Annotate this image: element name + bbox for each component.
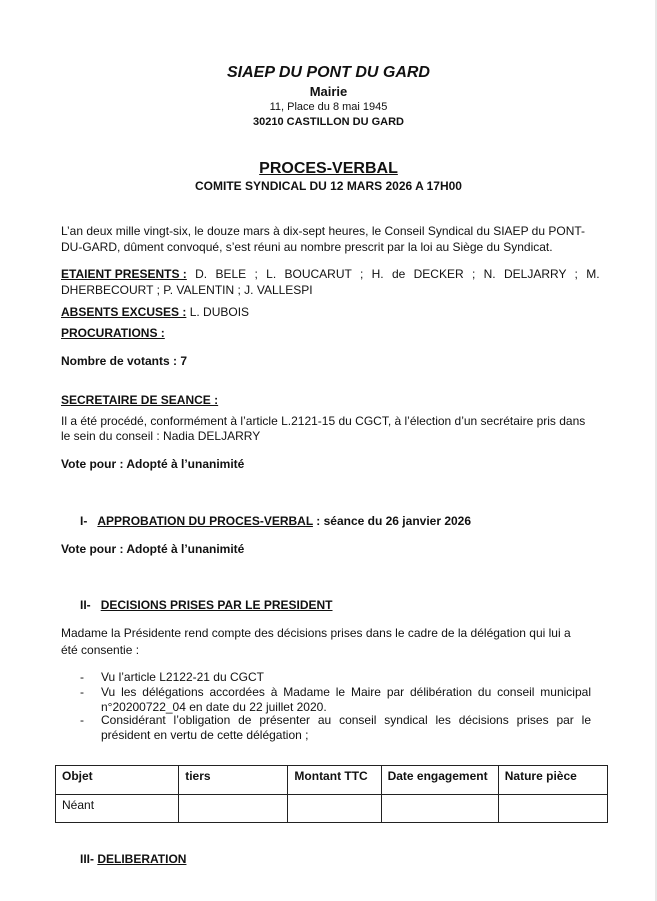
bullet-3-line-1: Considérant l’obligation de présenter au conseil syndical les décisions prises par le: [101, 713, 591, 727]
bullet-dash-2: -: [80, 685, 84, 699]
presents-names-2: DHERBECOURT ; P. VALENTIN ; J. VALLESPI: [61, 283, 313, 297]
votants-count: Nombre de votants : 7: [61, 354, 188, 368]
intro-line-1: L’an deux mille vingt-six, le douze mars à dix-sept heures, le Conseil Syndical du SIAEP du PONT-: [61, 224, 586, 238]
section-1-rest: : séance du 26 janvier 2026: [312, 514, 472, 528]
secretaire-line-2: le sein du conseil : Nadia DELJARRY: [61, 429, 261, 443]
presents-names-1: D. BELE ; L. BOUCARUT ; H. de DECKER ; N. DELJARRY ; M.: [186, 267, 600, 281]
section-1-title: APPROBATION DU PROCES-VERBAL: [97, 514, 313, 528]
secretaire-vote: Vote pour : Adopté à l’unanimité: [61, 457, 245, 471]
table-header-cell: Objet: [56, 766, 179, 795]
section-3-num: III-: [80, 852, 94, 866]
table-cell: [288, 795, 381, 823]
decisions-table: [55, 765, 608, 823]
section-2-heading: [80, 597, 333, 614]
section-2-num: II-: [80, 598, 91, 612]
address-line-2: 30210 CASTILLON DU GARD: [253, 116, 404, 128]
section-3-title: DELIBERATION: [97, 852, 187, 866]
table-header-cell: tiers: [179, 766, 288, 795]
table-header-cell: Nature pièce: [498, 766, 607, 795]
section-2-intro-2: été consentie :: [61, 643, 140, 657]
table-cell: Néant: [56, 795, 179, 823]
secretaire-line-1: Il a été procédé, conformément à l’article L.2121-15 du CGCT, à l’élection d’un secrétaire pris dans: [61, 414, 586, 428]
bullet-2-line-2: n°20200722_04 en date du 22 juillet 2020.: [101, 700, 327, 714]
bullet-3-line-2: président en vertu de cette délégation ;: [101, 728, 309, 742]
bullet-dash-1: -: [80, 670, 84, 684]
section-1-vote: Vote pour : Adopté à l’unanimité: [61, 542, 245, 556]
address-line-1: 11, Place du 8 mai 1945: [269, 101, 388, 113]
bullet-2-line-1: Vu les délégations accordées à Madame le Maire par délibération du conseil municipal: [101, 685, 591, 699]
intro-line-2: DU-GARD, dûment convoqué, s’est réuni au nombre prescrit par la loi au Siège du Syndicat.: [61, 240, 553, 254]
org-name: SIAEP DU PONT DU GARD: [227, 64, 430, 81]
table-cell: [179, 795, 288, 823]
absents-value: L. DUBOIS: [186, 305, 250, 319]
section-1-num: I-: [80, 514, 88, 528]
absents-label: ABSENTS EXCUSES :: [61, 305, 187, 319]
presents-label: ETAIENT PRESENTS :: [61, 267, 187, 281]
presents-line-1: [61, 266, 600, 283]
section-2-title: DECISIONS PRISES PAR LE PRESIDENT: [100, 598, 333, 612]
table-header-cell: Date engagement: [381, 766, 498, 795]
secretaire-label: SECRETAIRE DE SEANCE :: [61, 393, 219, 407]
table-row: [56, 795, 608, 823]
table-cell: [498, 795, 607, 823]
section-2-intro-1: Madame la Présidente rend compte des décisions prises dans le cadre de la délégation qui lui a: [61, 626, 571, 640]
absents-line: [61, 304, 249, 321]
procurations-label: PROCURATIONS :: [61, 326, 165, 340]
page-title: PROCES-VERBAL: [259, 160, 398, 177]
table-cell: [381, 795, 498, 823]
section-1-heading: [80, 513, 471, 530]
bullet-1-line-1: Vu l’article L2122-21 du CGCT: [101, 670, 264, 684]
page-subtitle: COMITE SYNDICAL DU 12 MARS 2026 A 17H00: [195, 179, 462, 193]
section-3-heading: [80, 851, 186, 868]
bullet-dash-3: -: [80, 713, 84, 727]
table-header-row: [56, 766, 608, 795]
mairie-label: Mairie: [309, 84, 348, 99]
table-header-cell: Montant TTC: [288, 766, 381, 795]
